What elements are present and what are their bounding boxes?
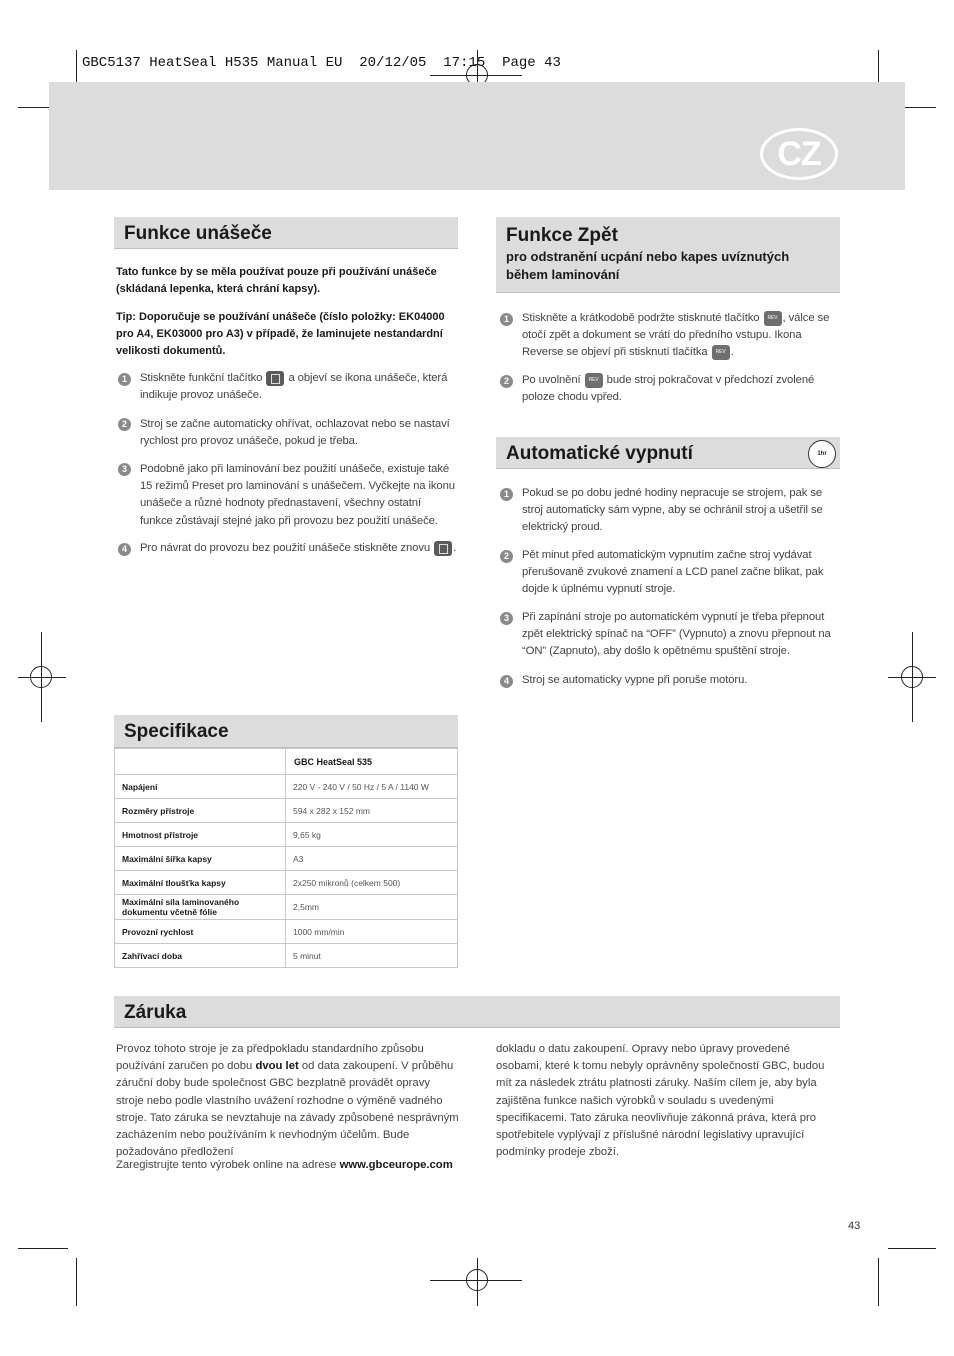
carrier-step-2: Stroj se začne automaticky ohřívat, ochlazovat nebo se nastaví rychlost pro provoz unášeče, pokud je třeba. — [140, 418, 450, 448]
carrier-tip: Tip: Doporučuje se používání unášeče (číslo položky: EK04000 pro A4, EK03000 pro A3) v případě, že laminujete nestandardní velikosti dokumentů. — [116, 311, 445, 357]
spec-value: A3 — [286, 847, 458, 871]
spec-value: 5 minut — [286, 944, 458, 968]
section-header-warranty — [114, 996, 840, 1028]
spec-key: Maximální tloušťka kapsy — [115, 871, 286, 895]
spec-value: 1000 mm/min — [286, 920, 458, 944]
table-row — [115, 895, 458, 920]
table-row — [115, 799, 458, 823]
crop-mark — [888, 1248, 936, 1249]
section-title: Záruka — [124, 1002, 187, 1023]
registration-mark — [466, 1269, 488, 1291]
autooff-step-3: Při zapínání stroje po automatickém vypnutí je třeba přepnout zpět elektrický spínač na “OFF” (Vypnuto) a znovu přepnout na “ON” (Zapnuto), aby došlo k opětnému spuštění stroje. — [522, 611, 831, 658]
header-banner — [49, 82, 905, 190]
language-badge: CZ — [760, 128, 838, 180]
step-number: 1 — [118, 373, 131, 386]
table-header-empty — [115, 749, 286, 775]
carrier-intro: Tato funkce by se měla používat pouze při používání unášeče (skládaná lepenka, která chrání kapsy). — [116, 266, 437, 295]
step-number: 2 — [500, 550, 513, 563]
spec-key: Rozměry přístroje — [115, 799, 286, 823]
carrier-button-icon — [434, 541, 452, 556]
table-row — [115, 944, 458, 968]
table-row — [115, 871, 458, 895]
table-row — [115, 847, 458, 871]
carrier-step-4 — [140, 540, 460, 557]
table-header-model: GBC HeatSeal 535 — [286, 749, 458, 775]
spec-value: 2,5mm — [286, 895, 458, 920]
warranty-period: dvou let — [255, 1060, 299, 1073]
reverse-step-1 — [522, 310, 832, 362]
step-text: . — [730, 346, 734, 359]
step-number: 3 — [500, 612, 513, 625]
step-number: 4 — [118, 543, 131, 556]
step-text: Stiskněte funkční tlačítko — [140, 372, 263, 384]
registration-mark — [901, 666, 923, 688]
step-number: 4 — [500, 675, 513, 688]
section-header-specs — [114, 715, 458, 748]
step-number: 2 — [500, 375, 513, 388]
specs-table — [114, 748, 458, 968]
page-number: 43 — [848, 1220, 861, 1232]
spec-key: Provozní rychlost — [115, 920, 286, 944]
autooff-step-2: Pět minut před automatickým vypnutím začne stroj vydávat přerušovaně zvukové znamení a LCD panel začne blikat, pak dojde k úplnému vypnutí stroje. — [522, 549, 824, 596]
spec-key: Zahřívací doba — [115, 944, 286, 968]
spec-value: 2x250 mikronů (celkem 500) — [286, 871, 458, 895]
section-title: Funkce unášeče — [124, 223, 272, 244]
section-title: Funkce Zpět — [506, 225, 618, 246]
step-number: 1 — [500, 488, 513, 501]
section-header-reverse — [496, 217, 840, 293]
spec-key: Hmotnost přístroje — [115, 823, 286, 847]
reverse-button-icon: REV — [764, 311, 782, 326]
section-subtitle: pro odstranění ucpání nebo kapes uvíznutých během laminování — [506, 249, 790, 282]
carrier-step-1 — [140, 370, 455, 404]
step-text: Po uvolnění — [522, 374, 581, 386]
crop-mark — [18, 1248, 68, 1249]
autooff-step-4: Stroj se automaticky vypne při poruše motoru. — [522, 674, 748, 686]
table-row — [115, 920, 458, 944]
crop-mark — [878, 1258, 879, 1306]
step-text: , válce se otočí zpět a dokument se vrátí do předního vstupu. Ikona Reverse se objeví při stisknutí tlačítka — [522, 312, 830, 359]
autooff-step-1: Pokud se po dobu jedné hodiny nepracuje se strojem, pak se stroj automaticky sám vypne, aby se ochránil stroj a ušetřil se elektrický proud. — [522, 487, 823, 534]
registration-mark — [30, 666, 52, 688]
register-link[interactable]: www.gbceurope.com — [339, 1159, 453, 1171]
table-row — [115, 775, 458, 799]
spec-key: Maximální šířka kapsy — [115, 847, 286, 871]
spec-key: Napájení — [115, 775, 286, 799]
warranty-text: od data zakoupení. V průběhu záruční doby bude společnost GBC bezplatně provádět opravy stroje nebo podle vlastního uvážení rozhodne o výměně vadného stroje. Tato záruka se nevztahuje na závady způsobené nesprávným zacházením nebo používáním k nevhodným účelům. Bude požadováno předložení — [116, 1060, 459, 1159]
warranty-text-right: dokladu o datu zakoupení. Opravy nebo úpravy provedené osobami, které k tomu nebyly oprávněny společností GBC, budou mít za následek ztrátu platnosti záruky. Naším cílem je, aby byla zajištěna funkce našich výrobků v souladu s uvedenými specifikacemi. Tato záruka neovlivňuje zákonná práva, která pro spotřebitele vyplývají z příslušné národní legislativy upravující podmínky prodeje zboží. — [496, 1043, 825, 1159]
table-row — [115, 749, 458, 775]
timer-icon: 1hr — [808, 440, 836, 468]
step-text: . — [453, 542, 457, 554]
spec-value: 220 V - 240 V / 50 Hz / 5 A / 1140 W — [286, 775, 458, 799]
step-number: 3 — [118, 463, 131, 476]
section-title: Automatické vypnutí — [506, 443, 693, 464]
carrier-step-3: Podobně jako při laminování bez použití unášeče, existuje také 15 režimů Preset pro laminování s unášečem. Vyčkejte na ikonu unášeče a různé hodnoty přednastavení, všechny ostatní funkce zůstávají stejné jako při provozu bez použití unášeče. — [140, 463, 455, 527]
step-text: bude stroj pokračovat v předchozí zvolené poloze chodu vpřed. — [522, 374, 815, 404]
warranty-text-left — [116, 1041, 460, 1161]
step-text: Pro návrat do provozu bez použití unášeče stiskněte znovu — [140, 542, 431, 554]
reverse-step-2 — [522, 372, 832, 406]
crop-mark — [76, 1258, 77, 1306]
spec-value: 9,65 kg — [286, 823, 458, 847]
carrier-button-icon — [266, 371, 284, 386]
reverse-button-icon: REV — [712, 345, 730, 360]
step-text: a objeví se ikona unášeče, která indikuje provoz unášeče. — [140, 372, 448, 402]
step-text: Stiskněte a krátkodobě podržte stisknuté tlačítko — [522, 312, 760, 324]
table-row — [115, 823, 458, 847]
print-slug: GBC5137 HeatSeal H535 Manual EU 20/12/05 17:15 Page 43 — [82, 55, 561, 71]
warranty-text: Provoz tohoto stroje je za předpokladu standardního způsobu používání zaručen po dobu — [116, 1043, 424, 1073]
reverse-button-icon: REV — [585, 373, 603, 388]
section-header-carrier — [114, 217, 458, 249]
step-number: 2 — [118, 418, 131, 431]
step-number: 1 — [500, 313, 513, 326]
spec-value: 594 x 282 x 152 mm — [286, 799, 458, 823]
warranty-register — [116, 1157, 476, 1174]
register-text: Zaregistrujte tento výrobek online na adrese — [116, 1159, 337, 1171]
section-header-autooff — [496, 437, 840, 469]
section-title: Specifikace — [124, 721, 229, 742]
spec-key: Maximální síla laminovaného dokumentu včetně fólie — [115, 895, 286, 920]
